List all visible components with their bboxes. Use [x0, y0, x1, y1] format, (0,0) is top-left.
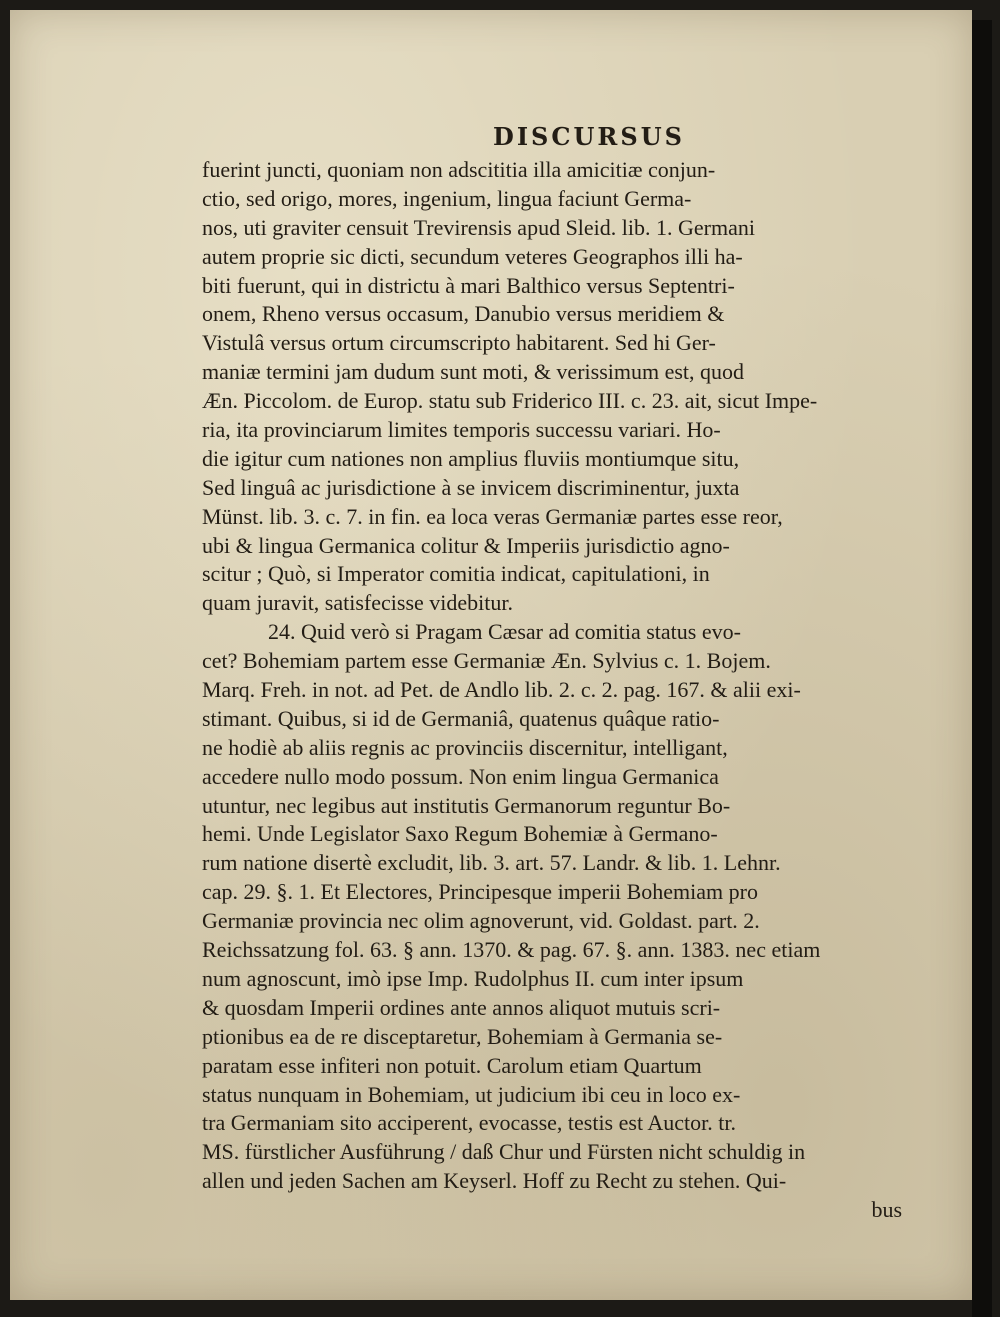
text-line: utuntur, nec legibus aut institutis Germanorum reguntur Bo- — [202, 792, 731, 818]
text-line: onem, Rheno versus occasum, Danubio versus meridiem & — [202, 301, 725, 327]
text-line: tra Germaniam sito acciperent, evocasse, testis est Auctor. tr. — [202, 1110, 736, 1136]
text-line: quam juravit, satisfecisse videbitur. — [202, 590, 513, 616]
text-line: Reichssatzung fol. 63. § ann. 1370. & pag. 67. §. ann. 1383. nec etiam — [202, 937, 821, 963]
text-line: ubi & lingua Germanica colitur & Imperiis jurisdictio agno- — [202, 532, 730, 558]
text-line: cet? Bohemiam partem esse Germaniæ Æn. Sylvius c. 1. Bojem. — [202, 648, 771, 674]
text-line: rum natione disertè excludit, lib. 3. art. 57. Landr. & lib. 1. Lehnr. — [202, 850, 781, 876]
text-line: Germaniæ provincia nec olim agnoverunt, vid. Goldast. part. 2. — [202, 908, 760, 934]
text-line: autem proprie sic dicti, secundum veteres Geographos illi ha- — [202, 243, 743, 269]
text-line: num agnoscunt, imò ipse Imp. Rudolphus II. cum inter ipsum — [202, 965, 744, 991]
text-line: maniæ termini jam dudum sunt moti, & verissimum est, quod — [202, 359, 745, 385]
page-header — [10, 122, 972, 151]
text-line: Marq. Freh. in not. ad Pet. de Andlo lib. 2. c. 2. pag. 167. & alii exi- — [202, 677, 801, 703]
text-line: Æn. Piccolom. de Europ. statu sub Friderico III. c. 23. ait, sicut Impe- — [202, 388, 818, 414]
text-line: ptionibus ea de re disceptaretur, Bohemiam à Germania se- — [202, 1023, 723, 1049]
text-line: Sed linguâ ac jurisdictione à se invicem discriminentur, juxta — [202, 474, 740, 500]
text-line: allen und jeden Sachen am Keyserl. Hoff zu Recht zu stehen. Qui- — [202, 1168, 787, 1194]
page-edge-shadow — [972, 20, 992, 1317]
text-line: cap. 29. §. 1. Et Electores, Principesque imperii Bohemiam pro — [202, 879, 758, 905]
paragraph-start-line: 24. Quid verò si Pragam Cæsar ad comitia status evo- — [268, 619, 741, 645]
text-line: scitur ; Quò, si Imperator comitia indicat, capitulationi, in — [202, 561, 710, 587]
text-line: hemi. Unde Legislator Saxo Regum Bohemiæ à Germano- — [202, 821, 718, 847]
text-line: nos, uti graviter censuit Trevirensis apud Sleid. lib. 1. Germani — [202, 214, 755, 240]
text-line: accedere nullo modo possum. Non enim lingua Germanica — [202, 763, 719, 789]
text-line: fuerint juncti, quoniam non adscititia illa amicitiæ conjun- — [202, 157, 716, 182]
book-page — [10, 10, 972, 1300]
text-line: biti fuerunt, qui in districtu à mari Balthico versus Septentri- — [202, 272, 735, 298]
text-line: & quosdam Imperii ordines ante annos aliquot mutuis scri- — [202, 994, 721, 1020]
body-text — [202, 156, 910, 1225]
text-line: MS. fürstlicher Ausführung / daß Chur und Fürsten nicht schuldig in — [202, 1139, 806, 1165]
running-title: DISCURSUS — [493, 122, 685, 151]
text-line: stimant. Quibus, si id de Germaniâ, quatenus quâque ratio- — [202, 705, 720, 731]
text-line: Vistulâ versus ortum circumscripto habitarent. Sed hi Ger- — [202, 330, 716, 356]
text-line: paratam esse infiteri non potuit. Carolum etiam Quartum — [202, 1052, 702, 1078]
text-line: ne hodiè ab aliis regnis ac provinciis discernitur, intelligant, — [202, 734, 728, 760]
text-line: ria, ita provinciarum limites temporis successu variari. Ho- — [202, 417, 721, 443]
text-line: ctio, sed origo, mores, ingenium, lingua faciunt Germa- — [202, 185, 692, 211]
text-line: die igitur cum nationes non amplius fluviis montiumque situ, — [202, 445, 740, 471]
catchword: bus — [871, 1197, 902, 1223]
text-line: status nunquam in Bohemiam, ut judicium ibi ceu in loco ex- — [202, 1081, 741, 1107]
text-line: Münst. lib. 3. c. 7. in fin. ea loca veras Germaniæ partes esse reor, — [202, 503, 783, 529]
